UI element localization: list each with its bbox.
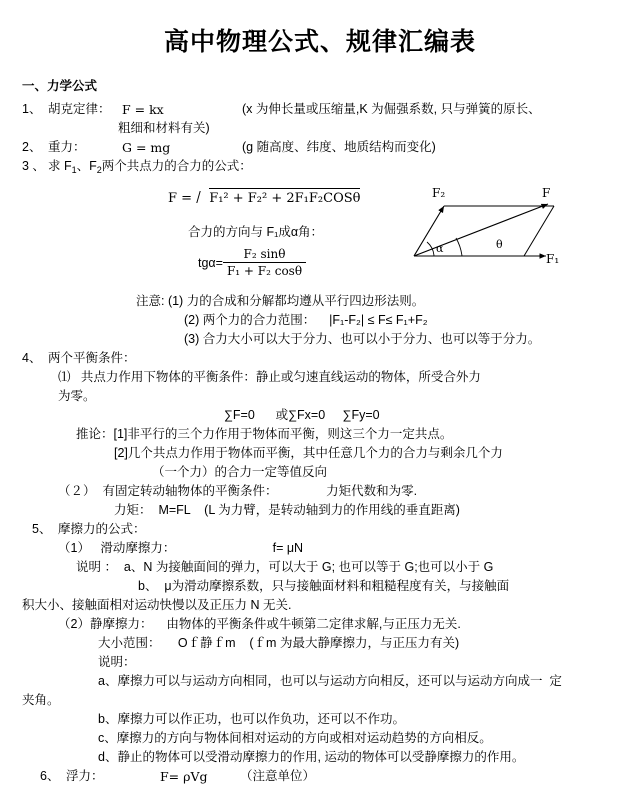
item5-line-11: c、摩擦力的方向与物体间相对运动的方向或相对运动趋势的方向相反。 xyxy=(98,731,492,745)
item-sub-2: 2 xyxy=(96,165,102,175)
item4-line-3: ∑F=0 或∑Fx=0 ∑Fy=0 xyxy=(224,408,380,422)
section-heading-mechanics: 一、力学公式 xyxy=(22,79,98,93)
formula-prefix: F = xyxy=(168,191,197,206)
item-note: (g 随高度、纬度、地质结构而变化) xyxy=(242,140,436,154)
item4-line-2: 为零。 xyxy=(58,389,96,403)
item-note: (x 为伸长量或压缩量,K 为倔强系数, 只与弹簧的原长、 xyxy=(242,102,541,116)
item-number: 2、 xyxy=(22,140,42,154)
list-item xyxy=(18,349,622,368)
fraction xyxy=(223,247,306,278)
resultant-force-formula-block xyxy=(18,184,622,292)
item-title xyxy=(48,157,252,180)
item-title: 两个平衡条件： xyxy=(48,351,136,365)
item5-line-1: （1） 滑动摩擦力： f= μN xyxy=(58,541,304,555)
tangent-formula xyxy=(198,247,306,278)
item-title-text: 求 F xyxy=(48,159,72,173)
label-theta: θ xyxy=(496,238,503,251)
item-formula: F = kx xyxy=(122,102,164,117)
item5-line-7: 说明： xyxy=(98,655,136,669)
item5-line-6: 大小范围： Oｆ静ｆm (ｆm 为最大静摩擦力，与正压力有关) xyxy=(98,636,460,650)
note-line: 注意: (1) 力的合成和分解都均遵从平行四边形法则。 xyxy=(136,294,425,308)
item5-line-10: b、摩擦力可以作正功，也可以作负功，还可以不作功。 xyxy=(98,712,405,726)
label-f1: F₁ xyxy=(546,252,560,266)
fraction-numerator: F₂ sinθ xyxy=(223,247,306,263)
radicand: F₁² + F₂² + 2F₁F₂COSθ xyxy=(209,188,360,206)
tg-label: tgα= xyxy=(198,255,223,270)
item4-line-4: 推论：[1]非平行的三个力作用于物体而平衡，则这三个力一定共点。 xyxy=(76,427,453,441)
item-note: （注意单位） xyxy=(240,769,316,783)
item-sub-1: 1 xyxy=(71,165,77,175)
item5-line-5: （2）静摩擦力： 由物体的平衡条件或牛顿第二定律求解,与正压力无关. xyxy=(58,617,461,631)
item5-line-2: 说明 ： a、N 为接触面间的弹力，可以大于 G; 也可以等于 G;也可以小于 G xyxy=(76,560,494,574)
square-root-icon xyxy=(196,188,360,206)
item5-line-12: d、静止的物体可以受滑动摩擦力的作用, 运动的物体可以受静摩擦力的作用。 xyxy=(98,750,525,764)
vector-diagram-icon xyxy=(396,184,626,284)
item-formula: G = mg xyxy=(122,140,171,155)
list-item xyxy=(18,767,622,786)
item-note-continued: 粗细和材料有关) xyxy=(118,121,210,135)
parallelogram-figure xyxy=(396,184,626,284)
direction-text: 合力的方向与 F₁成α角： xyxy=(188,225,324,239)
resultant-force-formula xyxy=(168,188,360,206)
item-name: 浮力： xyxy=(66,769,104,783)
item-number: 1、 xyxy=(22,102,42,116)
item4-line-6: （一个力）的合力一定等值反向 xyxy=(152,465,328,479)
item-tail-text: 两个共点力的合力的公式： xyxy=(101,159,252,173)
item4-line-8: 力矩： M=FL (L 为力臂，是转动轴到力的作用线的垂直距离) xyxy=(114,503,460,517)
note-line: (3) 合力大小可以大于分力、也可以小于分力、也可以等于分力。 xyxy=(184,332,541,346)
note-line: (2) 两个力的合力范围： |F₁-F₂| ≤ F≤ F₁+F₂ xyxy=(184,313,428,327)
item5-line-9: 夹角。 xyxy=(22,693,60,707)
list-item xyxy=(18,100,622,119)
label-alpha: α xyxy=(436,242,444,255)
item-number: 4、 xyxy=(22,351,42,365)
item-number: 3 、 xyxy=(22,159,45,173)
item4-line-7: （２） 有固定转动轴物体的平衡条件： 力矩代数和为零. xyxy=(58,484,418,498)
item5-line-4: 积大小、接触面相对运动快慢以及正压力 N 无关. xyxy=(22,598,292,612)
item-formula: F= ρVg xyxy=(160,769,208,784)
item-title: 摩擦力的公式： xyxy=(58,522,146,536)
item-mid-text: 、F xyxy=(76,159,97,173)
page-title: 高中物理公式、规律汇编表 xyxy=(163,27,476,56)
item-number: 6、 xyxy=(40,769,60,783)
item5-line-8: a、摩擦力可以与运动方向相同，也可以与运动方向相反，还可以与运动方向成一 定 xyxy=(98,674,562,688)
label-f: F xyxy=(542,186,551,200)
item-name: 重力： xyxy=(48,140,86,154)
item4-line-1: ⑴ 共点力作用下物体的平衡条件：静止或匀速直线运动的物体，所受合外力 xyxy=(58,370,481,384)
label-f2: F₂ xyxy=(432,186,446,200)
list-item xyxy=(18,520,622,539)
item-number: 5、 xyxy=(32,522,52,536)
item5-line-3: b、 μ为滑动摩擦系数，只与接触面材料和粗糙程度有关，与接触面 xyxy=(138,579,510,593)
item-name: 胡克定律： xyxy=(48,102,111,116)
item4-line-5: [2]几个共点力作用于物体而平衡，其中任意几个力的合力与剩余几个力 xyxy=(114,446,503,460)
fraction-denominator: F₁ + F₂ cosθ xyxy=(226,264,303,278)
list-item xyxy=(18,157,622,180)
list-item xyxy=(18,138,622,157)
